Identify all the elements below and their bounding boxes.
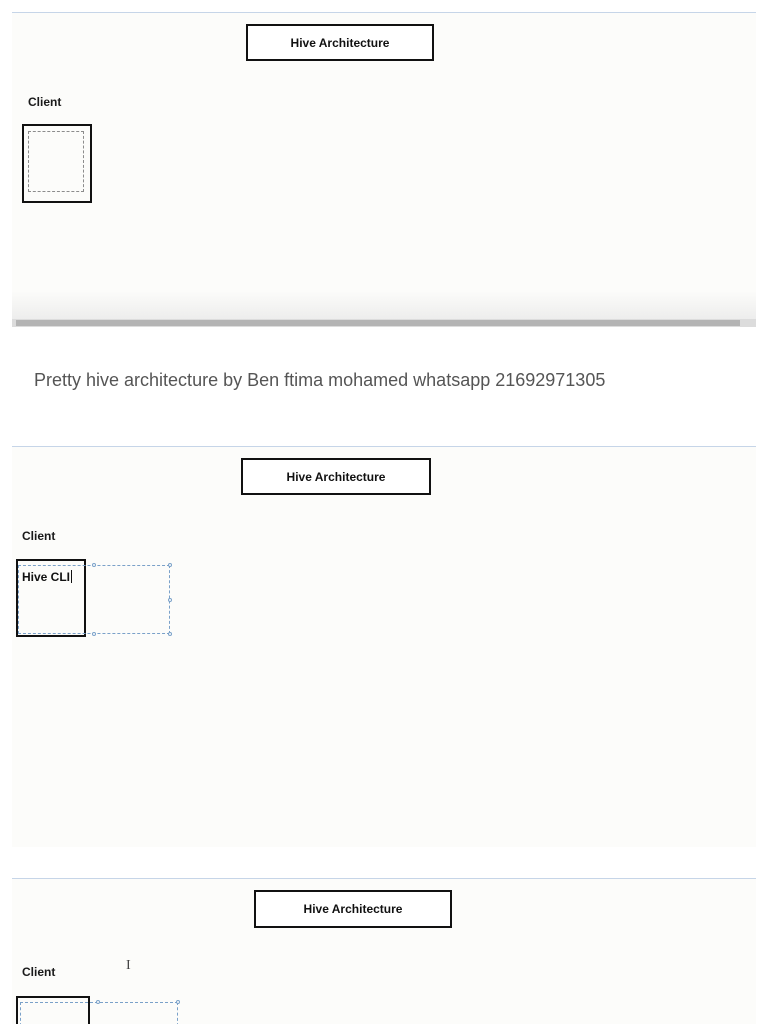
hive-cli-text[interactable]: Hive CLI — [22, 570, 71, 584]
video-caption: Pretty hive architecture by Ben ftima mohamed whatsapp 21692971305 — [34, 370, 606, 390]
client-box[interactable] — [22, 124, 92, 203]
resize-handle[interactable] — [168, 563, 172, 567]
text-placeholder[interactable] — [28, 131, 84, 192]
diagram-title-box[interactable]: Hive Architecture — [246, 24, 434, 61]
resize-handle[interactable] — [168, 632, 172, 636]
diagram-title-box[interactable]: Hive Architecture — [241, 458, 431, 495]
resize-handle[interactable] — [176, 1000, 180, 1004]
selection-outline[interactable] — [20, 1002, 178, 1024]
horizontal-scrollbar[interactable] — [12, 319, 756, 327]
editor-frame-1 — [12, 12, 756, 327]
selection-outline[interactable] — [18, 565, 170, 634]
client-label: Client — [28, 95, 62, 109]
editor-frame-2 — [12, 446, 756, 847]
text-cursor-icon: I — [126, 958, 131, 973]
editor-frame-3 — [12, 878, 756, 1024]
client-label: Client — [22, 965, 56, 979]
resize-handle[interactable] — [92, 563, 96, 567]
resize-handle[interactable] — [168, 598, 172, 602]
scrollbar-thumb[interactable] — [16, 320, 740, 326]
diagram-title-box[interactable]: Hive Architecture — [254, 890, 452, 928]
resize-handle[interactable] — [96, 1000, 100, 1004]
client-label: Client — [22, 529, 56, 543]
resize-handle[interactable] — [92, 632, 96, 636]
